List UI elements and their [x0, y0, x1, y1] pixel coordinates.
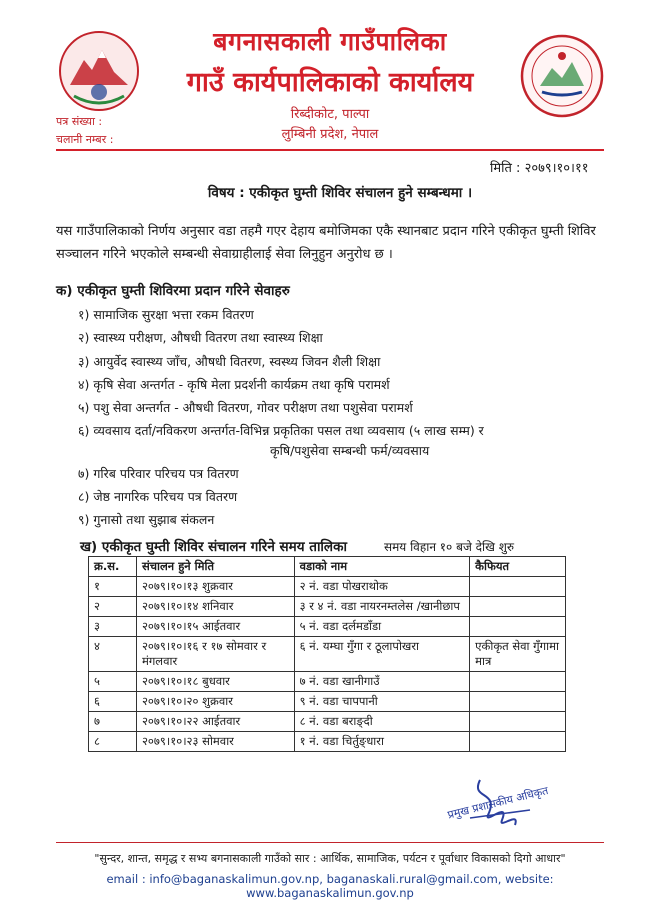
table-cell [470, 672, 566, 692]
table-cell: एकीकृत सेवा गुँगामा मात्र [470, 637, 566, 672]
header-divider [56, 149, 604, 151]
table-cell: ९ नं. वडा चापपानी [294, 692, 470, 712]
table-row [89, 637, 566, 672]
table-cell: ४ [89, 637, 137, 672]
table-cell: २ [89, 597, 137, 617]
table-cell [470, 692, 566, 712]
letter-date: मिति : २०७९।१०।११ [490, 161, 589, 176]
municipality-logo [520, 34, 604, 118]
service-item: ८) जेष्ठ नागरिक परिचय पत्र वितरण [78, 489, 238, 504]
table-cell: ६ नं. यम्घा गुँगा र ठूलापोखरा [294, 637, 470, 672]
table-cell: ७ [89, 712, 137, 732]
letter-subject: विषय : एकीकृत घुम्ती शिविर संचालन हुने सम्बन्धमा । [207, 185, 473, 201]
column-header: क्र.स. [89, 557, 137, 577]
column-header: संचालन हुने मिति [136, 557, 294, 577]
table-cell: ३ [89, 617, 137, 637]
table-row [89, 617, 566, 637]
table-cell [470, 597, 566, 617]
service-item: ३) आयुर्वेद स्वास्थ्य जाँच, औषधी वितरण, स्वस्थ्य जिवन शैली शिक्षा [78, 354, 381, 369]
schedule-heading: ख) एकीकृत घुम्ती शिविर संचालन गरिने समय तालिका [80, 539, 347, 555]
service-item: ४) कृषि सेवा अन्तर्गत - कृषि मेला प्रदर्शनी कार्यक्रम तथा कृषि परामर्श [78, 377, 390, 392]
table-cell: २०७९।१०।२३ सोमवार [136, 732, 294, 752]
footer-contact: email : info@baganaskalimun.gov.np, baganaskali.rural@gmail.com, website: www.baganaskalimun.gov.np [106, 872, 554, 900]
schedule-time-note: समय विहान १० बजे देखि शुरु [384, 540, 515, 554]
signatory-title: प्रमुख प्रशासकीय अधिकृत [446, 783, 550, 822]
table-cell: २०७९।१०।१५ आईतवार [136, 617, 294, 637]
column-header: कैफियत [470, 557, 566, 577]
table-cell: २०७९।१०।१८ बुधवार [136, 672, 294, 692]
table-row [89, 672, 566, 692]
table-cell [470, 577, 566, 597]
service-item: ६) व्यवसाय दर्ता/नविकरण अन्तर्गत-विभिन्न प्रकृतिका पसल तथा व्यवसाय (५ लाख सम्म) र [78, 423, 484, 438]
dispatch-number-label: चलानी नम्बर : [56, 133, 114, 146]
table-cell [470, 712, 566, 732]
table-cell: २०७९।१०।१३ शुक्रवार [136, 577, 294, 597]
table-cell: २०७९।१०।१६ र १७ सोमवार र मंगलवार [136, 637, 294, 672]
org-name: बगनासकाली गाउँपालिका [213, 27, 447, 56]
table-cell: ३ र ४ नं. वडा नायरनम्तलेस /खानीछाप [294, 597, 470, 617]
table-cell: १ नं. वडा चिर्तुङ्धारा [294, 732, 470, 752]
table-cell: ५ [89, 672, 137, 692]
nepal-emblem-logo [58, 30, 140, 112]
service-item: ५) पशु सेवा अन्तर्गत - औषधी वितरण, गोवर परीक्षण तथा पशुसेवा परामर्श [78, 400, 413, 415]
table-row [89, 712, 566, 732]
table-row [89, 597, 566, 617]
table-cell: ८ नं. वडा बराङ्दी [294, 712, 470, 732]
table-row [89, 732, 566, 752]
table-cell: ७ नं. वडा खानीगाउँ [294, 672, 470, 692]
province-name: लुम्बिनी प्रदेश, नेपाल [281, 127, 379, 142]
intro-paragraph: यस गाउँपालिकाको निर्णय अनुसार वडा तहमै गएर देहाय बमोजिमका एकै स्थानबाट प्रदान गरिने एकीकृत घुम्ती शिविर सञ्चालन गरिने भएकोले सम्बन्धी सेवाग्राहीलाई सेवा लिनुहुन अनुरोध छ । [56, 224, 596, 262]
column-header: वडाको नाम [294, 557, 470, 577]
schedule-table [88, 556, 566, 752]
table-row [89, 692, 566, 712]
service-item: २) स्वास्थ्य परीक्षण, औषधी वितरण तथा स्वास्थ्य शिक्षा [78, 330, 323, 345]
table-cell: २०७९।१०।२२ आईतवार [136, 712, 294, 732]
table-row [89, 577, 566, 597]
table-cell: ५ नं. वडा दर्लमडाँडा [294, 617, 470, 637]
office-location: रिब्दीकोट, पाल्पा [290, 107, 370, 122]
table-header-row [89, 557, 566, 577]
service-item: ७) गरिब परिवार परिचय पत्र वितरण [78, 466, 239, 481]
office-name: गाउँ कार्यपालिकाको कार्यालय [186, 67, 474, 98]
table-cell [470, 617, 566, 637]
letter-number-label: पत्र संख्या : [56, 115, 103, 128]
table-cell: १ [89, 577, 137, 597]
footer-motto: "सुन्दर, शान्त, समृद्ध र सभ्य बगनासकाली गाउँको सार : आर्थिक, सामाजिक, पर्यटन र पूर्वाधार विकासको दिगो आधार" [94, 852, 566, 865]
service-item-continuation: कृषि/पशुसेवा सम्बन्धी फर्म/व्यवसाय [270, 443, 430, 458]
table-cell: ८ [89, 732, 137, 752]
table-cell: ६ [89, 692, 137, 712]
table-cell: २ नं. वडा पोखराथोक [294, 577, 470, 597]
footer-divider [56, 842, 604, 843]
services-heading: क) एकीकृत घुम्ती शिविरमा प्रदान गरिने सेवाहरु [56, 283, 290, 299]
service-item: १) सामाजिक सुरक्षा भत्ता रकम वितरण [78, 307, 254, 322]
table-cell: २०७९।१०।२० शुक्रवार [136, 692, 294, 712]
service-item: ९) गुनासो तथा सुझाब संकलन [78, 512, 215, 527]
table-cell: २०७९।१०।१४ शनिवार [136, 597, 294, 617]
table-cell [470, 732, 566, 752]
